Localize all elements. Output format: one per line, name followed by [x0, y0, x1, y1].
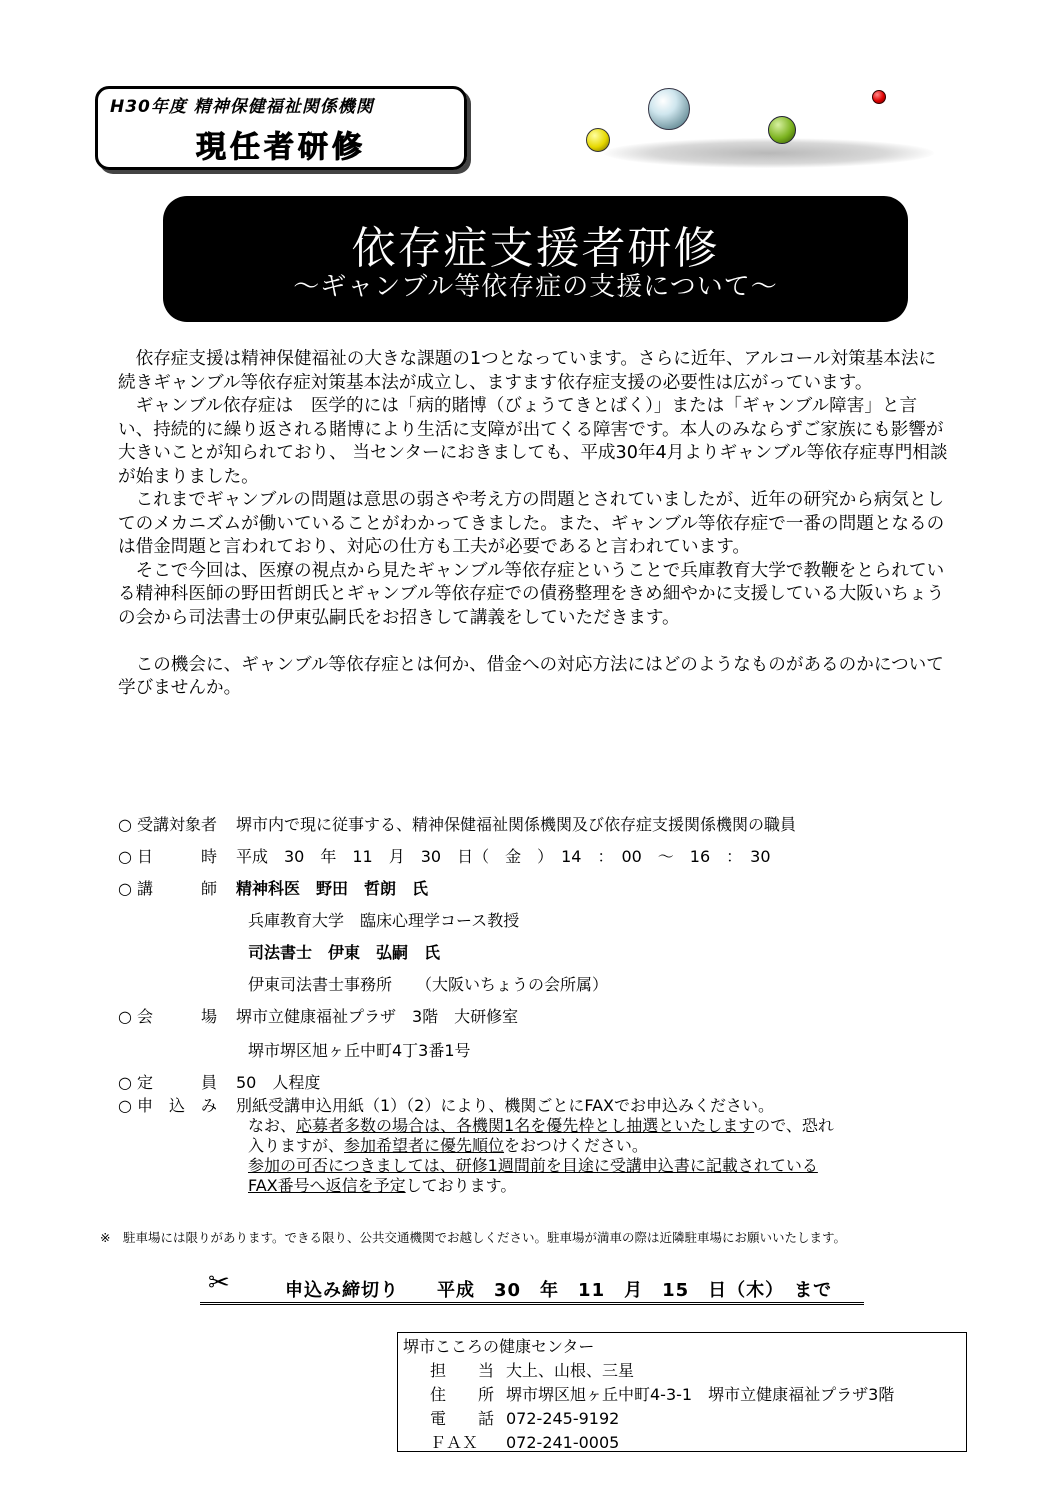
- lecturer-row: [118, 876, 428, 899]
- apply-emphasis: FAX番号へ返信を予定: [248, 1176, 406, 1195]
- lecturer-affiliation: 伊東司法書士事務所 （大阪いちょうの会所属）: [248, 975, 609, 994]
- contact-label: 電 話: [430, 1409, 495, 1428]
- contact-value: 072-241-0005: [506, 1433, 620, 1452]
- contact-value: 堺市堺区旭ヶ丘中町4-3-1 堺市立健康福祉プラザ3階: [506, 1385, 895, 1404]
- apply-text: しております。: [405, 1176, 517, 1195]
- application-block: [118, 1096, 968, 1196]
- decorative-ball-icon: [872, 90, 886, 104]
- venue-row: [118, 1004, 518, 1027]
- contact-tel: [430, 1406, 619, 1429]
- date-row: [118, 844, 771, 867]
- contact-org: 堺市こころの健康センター: [403, 1337, 595, 1356]
- contact-value: 072-245-9192: [506, 1409, 620, 1428]
- venue-address: 堺市堺区旭ヶ丘中町4丁3番1号: [248, 1041, 471, 1060]
- lecturer-label: ○ 講 師: [118, 879, 218, 898]
- apply-emphasis: 参加希望者に優先順位: [344, 1136, 505, 1155]
- apply-text: ので、恐れ: [754, 1116, 834, 1135]
- decorative-ball-icon: [768, 116, 796, 144]
- lecturer-affiliation: 兵庫教育大学 臨床心理学コース教授: [248, 911, 520, 930]
- parking-note: ※ 駐車場には限りがあります。できる限り、公共交通機関でお越しください。駐車場が満車の際は近隣駐車場にお願いいたします。: [100, 1230, 846, 1245]
- apply-emphasis: 参加の可否につきましては、研修1週間前を目途に受講申込書に記載されている: [248, 1156, 818, 1175]
- contact-staff: [430, 1358, 634, 1381]
- apply-text: なお、: [248, 1116, 297, 1135]
- capacity-value: 50 人程度: [236, 1073, 321, 1092]
- decorative-shadow: [604, 138, 934, 168]
- apply-label: ○ 申 込 み: [118, 1096, 218, 1115]
- deadline-text: 申込み締切り 平成 30 年 11 月 15 日（木） まで: [285, 1280, 833, 1301]
- capacity-label: ○ 定 員: [118, 1073, 218, 1092]
- apply-text: 入りますが、: [248, 1136, 345, 1155]
- target-value: 堺市内で現に従事する、精神保健福祉関係機関及び依存症支援関係機関の職員: [236, 815, 797, 834]
- contact-label: 担 当: [430, 1361, 495, 1380]
- target-label: ○ 受講対象者: [118, 815, 218, 834]
- target-row: [118, 812, 796, 835]
- decorative-ball-icon: [648, 88, 690, 130]
- capacity-row: [118, 1070, 320, 1093]
- page-subtitle: ～ギャンブル等依存症の支援について～: [293, 272, 778, 302]
- contact-label: ＦＡＸ: [430, 1433, 479, 1452]
- contact-fax: [430, 1430, 619, 1453]
- venue-value: 堺市立健康福祉プラザ 3階 大研修室: [236, 1007, 519, 1026]
- intro-text: [118, 348, 948, 701]
- paragraph: 依存症支援は精神保健福祉の大きな課題の1つとなっています。さらに近年、アルコール対策基本法に続きギャンブル等依存症対策基本法が成立し、ますます依存症支援の必要性は広がっています。: [118, 349, 937, 393]
- contact-address: [430, 1382, 894, 1405]
- paragraph: ギャンブル依存症は 医学的には「病的賭博（びょうてきとばく）」または「ギャンブル障害」と言い、持続的に繰り返される賭博により生活に支障が出てくる障害です。本人のみならずご家族にも影響が大きいことが知られており、 当センターにおきましても、平成30年4月よりギャンブル等依存症専門相談が始まりました。: [118, 396, 948, 487]
- page-title: 依存症支援者研修: [351, 223, 720, 274]
- header-training-type: 現任者研修: [196, 130, 366, 165]
- contact-label: 住 所: [430, 1385, 495, 1404]
- date-label: ○ 日 時: [118, 847, 218, 866]
- contact-value: 大上、山根、三星: [506, 1361, 635, 1380]
- lecturer-name: 司法書士 伊東 弘嗣 氏: [248, 943, 441, 962]
- paragraph: これまでギャンブルの問題は意思の弱さや考え方の問題とされていましたが、近年の研究から病気としてのメカニズムが働いていることがわかってきました。また、ギャンブル等依存症で一番の問題となるのは借金問題と言われており、対応の仕方も工夫が必要であると言われています。: [118, 490, 945, 557]
- scissors-icon: ✂: [208, 1268, 230, 1298]
- apply-text: 別紙受講申込用紙（1）（2）により、機関ごとにFAXでお申込みください。: [236, 1096, 775, 1115]
- lecturer-name: 精神科医 野田 哲朗 氏: [236, 879, 429, 898]
- decorative-ball-icon: [586, 128, 610, 152]
- date-value: 平成 30 年 11 月 30 日（ 金 ） 14 ： 00 ～ 16 ： 30: [236, 847, 771, 866]
- paragraph: この機会に、ギャンブル等依存症とは何か、借金への対応方法にはどのようなものがあるのかについて学びませんか。: [118, 654, 944, 698]
- apply-emphasis: 応募者多数の場合は、各機関1名を優先枠とし抽選といたします: [296, 1116, 755, 1135]
- header-fiscal-year: H30年度 精神保健福祉関係機関: [110, 97, 374, 117]
- venue-label: ○ 会 場: [118, 1007, 218, 1026]
- paragraph: そこで今回は、医療の視点から見たギャンブル等依存症ということで兵庫教育大学で教鞭をとられている精神科医師の野田哲朗氏とギャンブル等依存症での債務整理をきめ細やかに支援している大阪いちょうの会から司法書士の伊東弘嗣氏をお招きして講義をしていただきます。: [118, 560, 945, 628]
- apply-text: をおつけください。: [504, 1136, 648, 1155]
